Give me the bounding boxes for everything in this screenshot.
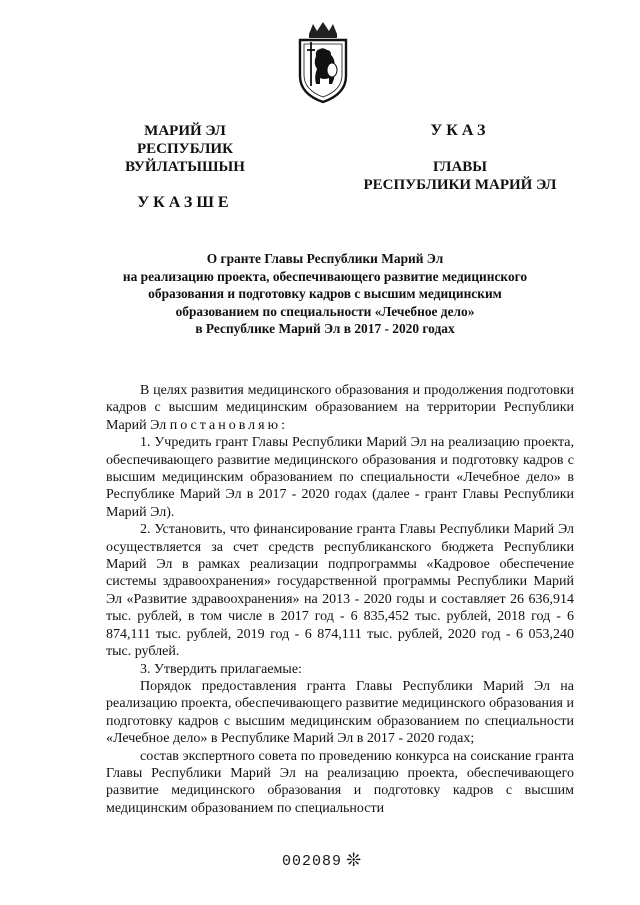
item-1-paragraph: 1. Учредить грант Главы Республики Марий Эл на реализацию проекта, обеспечивающего развитие медицинского образования и подготовку кадров с высшим медицинским образованием по специальности «Лечебное дело» в Республике Марий Эл в 2017 - 2020 годах (далее - грант Главы Республики Марий Эл). <box>106 435 574 520</box>
header-left-line2: ВУЙЛАТЫШЫН <box>125 159 245 175</box>
item-3b-paragraph: состав экспертного совета по проведению конкурса на соискание гранта Главы Республики Марий Эл на реализацию проекта, обеспечивающего развитие медицинского образования и подготовку кадров с высшим медицинским образованием по специальности <box>106 748 574 816</box>
header-right-block <box>355 122 565 194</box>
title-line: образованием по специальности «Лечебное дело» <box>175 303 475 319</box>
title-line: О гранте Главы Республики Марий Эл <box>206 251 444 266</box>
decree-body <box>106 382 574 817</box>
title-line: образования и подготовку кадров с высшим медицинским <box>148 286 502 302</box>
coat-of-arms-emblem <box>296 20 350 104</box>
intro-paragraph <box>106 382 574 434</box>
header-right-line2: РЕСПУБЛИКИ МАРИЙ ЭЛ <box>363 177 557 193</box>
decree-word: постановляю: <box>169 417 288 433</box>
item-3-paragraph: 3. Утвердить прилагаемые: <box>140 661 302 677</box>
intro-text: В целях развития медицинского образования и продолжения подготовки кадров с высшим медицинским образованием на территории Республики Марий Эл <box>106 383 574 433</box>
header-left-title: УКАЗШЕ <box>137 194 233 211</box>
title-line: в Республике Марий Эл в 2017 - 2020 годах <box>195 321 455 337</box>
item-3a-paragraph: Порядок предоставления гранта Главы Республики Марий Эл на реализацию проекта, обеспечивающего развитие медицинского образования и подготовку кадров с высшим медицинским образованием по специальности «Лечебное дело» в Республике Марий Эл в 2017 - 2020 годах; <box>106 678 574 747</box>
header-left-line1: МАРИЙ ЭЛ РЕСПУБЛИК <box>137 123 233 157</box>
document-number: 002089 <box>282 853 343 870</box>
title-line: на реализацию проекта, обеспечивающего развитие медицинского <box>122 268 528 284</box>
header-right-title: УКАЗ <box>430 122 490 139</box>
header-left-block <box>96 122 274 212</box>
star-mark-icon: ❊ <box>346 850 362 871</box>
item-2-paragraph: 2. Установить, что финансирование гранта Главы Республики Марий Эл осуществляется за счет средств республиканского бюджета Республики Марий Эл в рамках реализации подпрограммы «Кадровое обеспечение системы здравоохранения» государственной программы Республики Марий Эл «Развитие здравоохранения» на 2013 - 2020 годы и составляет 26 636,914 тыс. рублей, в том числе в 2017 год - 6 835,452 тыс. рублей, 2018 год - 6 874,111 тыс. рублей, 2019 год - 6 874,111 тыс. рублей, 2020 год - 6 053,240 тыс. рублей. <box>106 522 574 660</box>
header-right-line1: ГЛАВЫ <box>432 159 488 175</box>
decree-title <box>80 250 570 338</box>
